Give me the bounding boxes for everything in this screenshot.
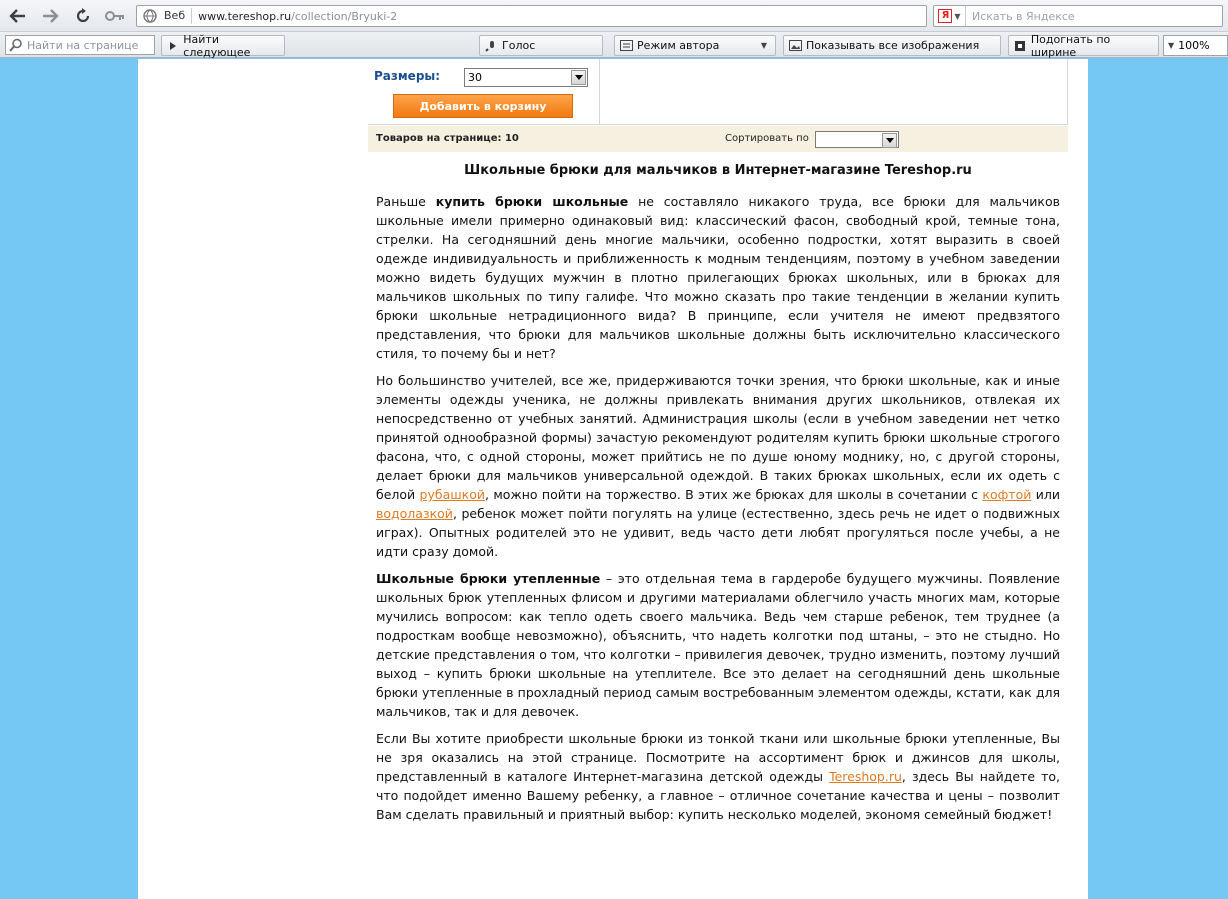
back-button[interactable] <box>6 5 30 27</box>
key-button[interactable] <box>103 5 127 27</box>
text: , здесь Вы найдете то, что подойдет именно Вашему ребенку, а главное – отличное сочетание качества и цены – позволит Вам сделать правильный и приятный выбор: купить несколько моделей, экономя семейный бюджет! <box>376 769 1060 822</box>
sizes-label: Размеры: <box>374 69 441 83</box>
voice-label: Голос <box>502 39 536 52</box>
search-input[interactable]: Искать в Яндексе <box>972 9 1075 23</box>
find-next-icon <box>166 39 179 53</box>
yandex-search[interactable] <box>933 5 1223 27</box>
article-paragraph <box>376 729 1060 824</box>
forward-arrow-icon <box>41 8 59 24</box>
author-mode-button[interactable] <box>614 35 776 56</box>
url-path: /collection/Bryuki-2 <box>291 9 398 23</box>
size-select[interactable] <box>464 68 588 87</box>
tereshop-link[interactable]: Tereshop.ru <box>829 769 902 784</box>
find-input[interactable] <box>5 35 155 55</box>
turtleneck-link[interactable]: водолазкой <box>376 506 453 521</box>
text: , ребенок может пойти погулять на улице (естественно, здесь речь не идет о подвижных играх). Опытных родителей это не удивит, ведь часто дети любят прогуляться после учебы, а не идти сразу домой. <box>376 506 1060 559</box>
text: или <box>1031 487 1060 502</box>
chevron-down-icon: ▼ <box>760 41 767 50</box>
zoom-arrow-icon: ▼ <box>1168 41 1175 50</box>
search-icon <box>9 38 23 52</box>
key-icon <box>105 9 125 23</box>
image-icon <box>788 39 802 53</box>
find-next-button[interactable] <box>161 32 285 59</box>
listing-bar <box>368 126 1068 152</box>
article-title: Школьные брюки для мальчиков в Интернет-магазине Tereshop.ru <box>464 163 972 178</box>
address-bar[interactable] <box>136 5 927 27</box>
show-images-button[interactable] <box>783 35 1001 56</box>
globe-icon <box>140 6 160 26</box>
find-placeholder: Найти на странице <box>27 38 139 52</box>
text: – это отдельная тема в гардеробе будущего мужчины. Появление школьных брюк утепленных флисом и другими материалами облегчило участь многих мам, которые мучились вопросом: как тепло одеть своего мальчика. Ведь чем старше ребенок, тем труднее (а подросткам вообще невозможно), объяснить, что надеть колготки под штаны, – это не стыдно. Но детские представления о том, что колготки – привилегия девочек, трудно изменить, поэтому лучший выход – купить брюки школьные на утеплителе. Все это делает на сегодняшний день школьные брюки утепленные в прохладный период самым востребованным элементом одежды, кстати, как для мальчиков, так и для девочек. <box>376 571 1060 719</box>
add-to-cart-button[interactable]: Добавить в корзину <box>393 94 573 118</box>
chevron-down-icon <box>882 133 897 148</box>
zoom-select[interactable] <box>1163 35 1228 56</box>
sort-select[interactable] <box>815 131 899 148</box>
bold-text: купить брюки школьные <box>435 194 629 209</box>
text: не составляло никакого труда, все брюки для мальчиков школьные имели примерно одинаковый вид: классический фасон, свободный крой, темные тона, стрелки. На сегодняшний день многие мальчики, особенно подростки, хотят выразить в своей одежде индивидуальность и приближенность к модным тенденциям, поэтому в учебном заведении можно видеть будущих мужчин в плотно прилегающих брюках школьных, или в брюках для мальчиков школьных по типу галифе. Что можно сказать про такие тенденции в желании купить брюки школьные нетрадиционного вида? В принципе, если учителя не имеют предвзятого представления, что брюки для мальчиков школьные должны быть исключительно классического стиля, то почему бы и нет? <box>376 194 1060 361</box>
author-mode-label: Режим автора <box>637 39 720 52</box>
page-toolbar <box>0 32 1228 58</box>
url-host: www.tereshop.ru <box>198 9 292 23</box>
article-paragraph <box>376 192 1060 363</box>
fit-width-label: Подогнать по ширине <box>1030 32 1111 59</box>
browser-toolbar <box>0 0 1228 32</box>
text: Раньше <box>376 194 436 209</box>
product-right-panel <box>600 59 1068 125</box>
seo-article <box>376 158 1060 832</box>
page-content <box>138 59 1088 899</box>
text: Если Вы хотите приобрести школьные брюки из тонкой ткани или школьные брюки утепленные, Вы не зря оказались на этой странице. Посмотрите на ассортимент брюк и джинсов для школы, представленный в каталоге Интернет-магазина детской одежды <box>376 731 1060 784</box>
product-options <box>368 59 600 125</box>
text: Но большинство учителей, все же, придерживаются точки зрения, что брюки школьные, как и иные элементы одежды ученика, не должны привлекать внимания других школьников, отвлекая их непосредственно от учебных занятий. Администрация школы (если в учебном заведении нет четко принятой однообразной формы) зачастую рекомендуют родителям купить брюки школьные строгого фасона, что, с одной стороны, может прийтись не по душе юному моднику, но, с другой стороны, делает брюки для мальчиков универсальной одеждой. В таких брюках школьных, если их одеть с белой <box>376 373 1060 502</box>
microphone-icon <box>484 39 498 53</box>
author-mode-icon <box>619 39 633 53</box>
url-text[interactable] <box>192 10 397 23</box>
find-next-label: Найти следующее <box>183 32 251 59</box>
bold-text: Школьные брюки утепленные <box>376 571 601 586</box>
text: , можно пойти на торжество. В этих же брюках для школы в сочетании с <box>485 487 983 502</box>
yandex-logo-icon[interactable]: Я ▼ <box>934 6 966 26</box>
forward-button[interactable] <box>38 5 62 27</box>
per-page-label: Товаров на странице: 10 <box>376 133 519 144</box>
shirt-link[interactable]: рубашкой <box>419 487 486 502</box>
reload-button[interactable] <box>71 5 95 27</box>
voice-button[interactable] <box>479 35 603 56</box>
reload-icon <box>74 7 92 25</box>
fit-width-icon <box>1013 39 1027 53</box>
sort-label: Сортировать по <box>725 133 809 144</box>
article-paragraph <box>376 371 1060 561</box>
zoom-value: 100% <box>1178 39 1210 52</box>
web-label[interactable]: Веб <box>160 8 192 24</box>
back-arrow-icon <box>9 8 27 24</box>
sweater-link[interactable]: кофтой <box>982 487 1032 502</box>
chevron-down-icon <box>571 70 586 85</box>
show-images-label: Показывать все изображения <box>806 39 980 52</box>
size-value: 30 <box>468 71 482 84</box>
article-paragraph <box>376 569 1060 721</box>
fit-width-button[interactable] <box>1008 32 1159 59</box>
